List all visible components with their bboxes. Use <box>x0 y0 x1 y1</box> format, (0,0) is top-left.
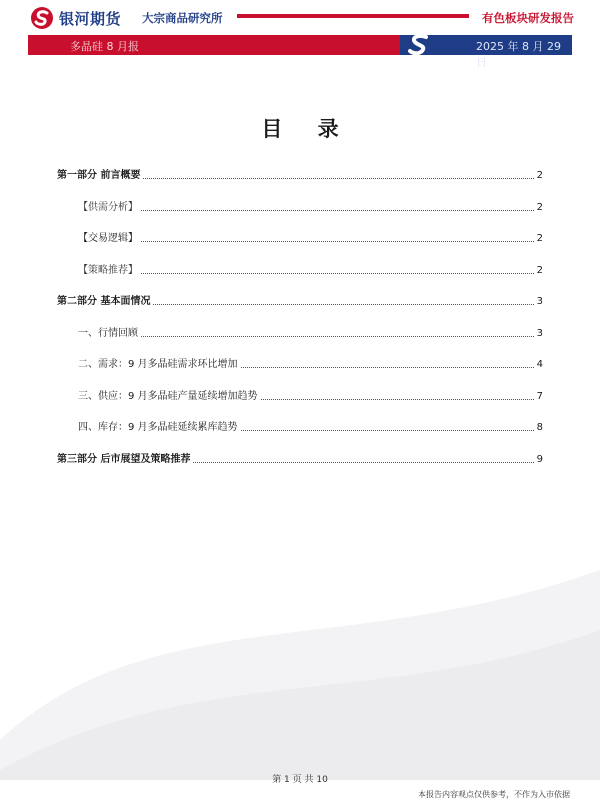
toc-entry-part-1[interactable] <box>57 168 543 182</box>
toc-title: 目 录 <box>261 117 353 141</box>
toc-entry-page: 2 <box>536 233 543 244</box>
toc-entry-label: 一、行情回顾 <box>78 328 138 339</box>
toc-entry-page: 3 <box>536 328 543 339</box>
toc-entry-page: 4 <box>536 359 543 370</box>
toc-entry-market-review[interactable] <box>78 326 543 340</box>
company-logo <box>30 6 121 30</box>
header-divider <box>237 14 469 18</box>
toc-entry-label: 三、供应：9 月多晶硅产量延续增加趋势 <box>78 391 258 402</box>
report-type: 有色板块研发报告 <box>482 11 574 25</box>
company-name: 银河期货 <box>59 9 122 28</box>
page-indicator: 第 1 页 共 10 <box>272 775 328 785</box>
toc-entry-label: 第三部分 后市展望及策略推荐 <box>57 454 191 465</box>
toc-leader-dots <box>141 273 534 274</box>
toc-leader-dots <box>241 367 534 368</box>
toc-entry-page: 2 <box>536 265 543 276</box>
toc-entry-page: 3 <box>536 296 543 307</box>
toc-leader-dots <box>141 336 534 337</box>
toc-entry-label: 第一部分 前言概要 <box>57 170 141 181</box>
footer-disclaimer: 本报告内容观点仅供参考，不作为入市依据 <box>418 790 570 799</box>
toc-entry-strategy[interactable] <box>78 263 543 277</box>
toc-leader-dots <box>261 399 534 400</box>
report-title: 多晶硅 8 月报 <box>70 40 139 53</box>
institute-name: 大宗商品研究所 <box>142 11 223 25</box>
toc-entry-inventory[interactable] <box>78 420 543 434</box>
toc-entry-part-3[interactable] <box>57 452 543 466</box>
toc-entry-label: 【策略推荐】 <box>78 265 138 276</box>
header-band <box>28 35 572 69</box>
toc-entry-label: 【供需分析】 <box>78 202 138 213</box>
toc-entry-page: 9 <box>536 454 543 465</box>
toc-entry-trading-logic[interactable] <box>78 231 543 245</box>
toc-entry-supply[interactable] <box>78 389 543 403</box>
toc-leader-dots <box>143 178 533 179</box>
report-date: 2025 年 8 月 29 日 <box>476 40 561 69</box>
toc-entry-label: 二、需求：9 月多晶硅需求环比增加 <box>78 359 238 370</box>
galaxy-logo-icon <box>30 6 54 30</box>
toc-leader-dots <box>193 462 533 463</box>
toc-leader-dots <box>141 241 534 242</box>
toc-leader-dots <box>141 210 534 211</box>
toc-entry-label: 第二部分 基本面情况 <box>57 296 151 307</box>
toc-entry-part-2[interactable] <box>57 294 543 308</box>
toc-entry-page: 2 <box>536 170 543 181</box>
toc-leader-dots <box>241 430 534 431</box>
background-swoosh <box>0 540 600 780</box>
toc-entry-page: 7 <box>536 391 543 402</box>
toc-entry-supply-demand[interactable] <box>78 200 543 214</box>
toc-entry-demand[interactable] <box>78 357 543 371</box>
s-swoosh-icon <box>406 34 432 56</box>
toc-entry-label: 【交易逻辑】 <box>78 233 138 244</box>
toc-entry-page: 2 <box>536 202 543 213</box>
toc-leader-dots <box>153 304 533 305</box>
toc-entry-page: 8 <box>536 422 543 433</box>
toc-entry-label: 四、库存：9 月多晶硅延续累库趋势 <box>78 422 238 433</box>
